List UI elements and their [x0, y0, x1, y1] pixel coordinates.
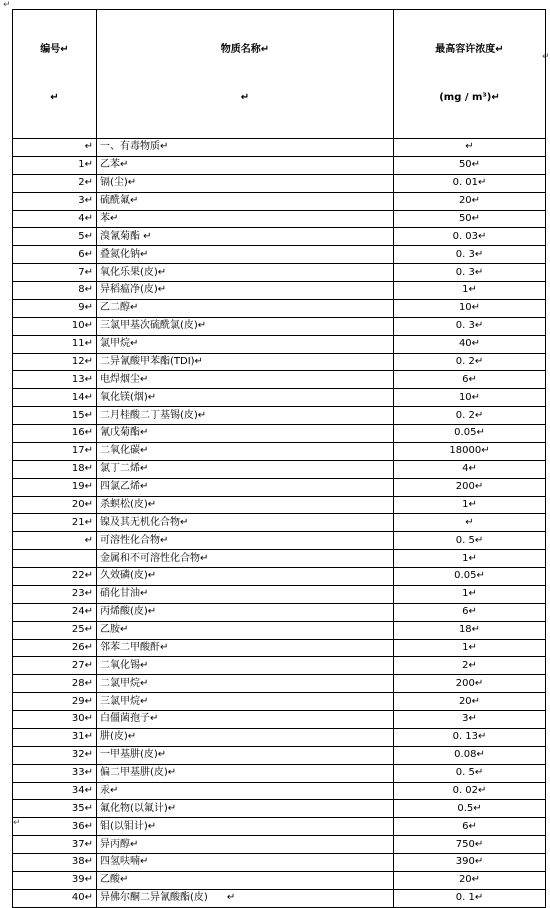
header-substance-name: [97, 10, 394, 139]
max-concentration: 20↵: [394, 693, 546, 711]
max-concentration: 0. 3↵: [394, 246, 546, 264]
row-number: 13↵: [13, 371, 97, 389]
max-concentration: 0.5↵: [394, 800, 546, 818]
table-row: [13, 532, 546, 550]
max-concentration: 10↵: [394, 389, 546, 407]
max-concentration: 18↵: [394, 621, 546, 639]
max-concentration: 6↵: [394, 818, 546, 836]
max-concentration: 0. 3↵: [394, 264, 546, 282]
substance-name: 乙酸↵: [97, 871, 394, 889]
substance-name: 叠氮化钠↵: [97, 246, 394, 264]
substance-name: 四氯乙烯↵: [97, 478, 394, 496]
paragraph-mark-bottom: ↵: [13, 818, 21, 828]
row-number: 35↵: [13, 800, 97, 818]
substance-name: 硝化甘油↵: [97, 585, 394, 603]
substance-name: 二氧化锡↵: [97, 657, 394, 675]
table-row: [13, 711, 546, 729]
substance-name: 三氯甲烷↵: [97, 693, 394, 711]
table-row: [13, 514, 546, 532]
table-row: [13, 139, 546, 157]
row-number: ↵: [13, 139, 97, 157]
header-max-concentration: [394, 10, 546, 139]
substance-name: 氯甲烷↵: [97, 335, 394, 353]
header-number: [13, 10, 97, 139]
table-row: [13, 836, 546, 854]
table-row: [13, 585, 546, 603]
substance-name: 邻苯二甲酸酐↵: [97, 639, 394, 657]
row-number: [13, 550, 97, 568]
table-row: [13, 693, 546, 711]
row-number: 38↵: [13, 854, 97, 872]
substance-name: 白僵菌孢子↵: [97, 711, 394, 729]
table-row: [13, 246, 546, 264]
table-row: [13, 353, 546, 371]
substance-name: 镉(尘)↵: [97, 174, 394, 192]
max-concentration: 200↵: [394, 478, 546, 496]
row-number: 32↵: [13, 746, 97, 764]
paragraph-mark-right: ↵: [542, 52, 550, 62]
row-number: 22↵: [13, 568, 97, 586]
header-name-label: 物质名称↵: [220, 44, 270, 55]
table-row: [13, 889, 546, 907]
substance-name: 久效磷(皮)↵: [97, 568, 394, 586]
substance-name: 硫酰氟↵: [97, 192, 394, 210]
max-concentration: 0. 2↵: [394, 407, 546, 425]
substance-name: 乙二醇↵: [97, 299, 394, 317]
row-number: 6↵: [13, 246, 97, 264]
max-concentration: 6↵: [394, 371, 546, 389]
table-body: [13, 139, 546, 908]
substance-name: 氟化物(以氟计)↵: [97, 800, 394, 818]
max-concentration: 0. 01↵: [394, 174, 546, 192]
max-concentration: 3↵: [394, 711, 546, 729]
substance-name: 丙烯酸(皮)↵: [97, 603, 394, 621]
max-concentration: 0. 1↵: [394, 889, 546, 907]
max-concentration: 6↵: [394, 603, 546, 621]
table-row: [13, 764, 546, 782]
max-concentration: 4↵: [394, 460, 546, 478]
row-number: 17↵: [13, 442, 97, 460]
max-concentration: 50↵: [394, 156, 546, 174]
row-number: 21↵: [13, 514, 97, 532]
row-number: 9↵: [13, 299, 97, 317]
substance-name: 汞↵: [97, 782, 394, 800]
max-concentration: 50↵: [394, 210, 546, 228]
table-row: [13, 603, 546, 621]
max-concentration: 0. 5↵: [394, 764, 546, 782]
row-number: 27↵: [13, 657, 97, 675]
header-number-line2: ↵: [50, 92, 59, 103]
max-concentration: 1↵: [394, 550, 546, 568]
max-concentration: 20↵: [394, 192, 546, 210]
substance-name: 电焊烟尘↵: [97, 371, 394, 389]
substance-name: 氰戊菊酯↵: [97, 425, 394, 443]
max-concentration: 1↵: [394, 585, 546, 603]
substance-name: 三氯甲基次硫酰氯(皮)↵: [97, 317, 394, 335]
max-concentration: 0. 3↵: [394, 317, 546, 335]
max-concentration: 2↵: [394, 657, 546, 675]
table-row: [13, 728, 546, 746]
table-row: [13, 496, 546, 514]
row-number: 25↵: [13, 621, 97, 639]
max-concentration: 1↵: [394, 639, 546, 657]
max-concentration: 1↵: [394, 282, 546, 300]
substance-name: 氧化镁(烟)↵: [97, 389, 394, 407]
header-mac-label: 最高容许浓度↵: [435, 44, 504, 55]
table-row: [13, 568, 546, 586]
table-row: [13, 854, 546, 872]
row-number: 29↵: [13, 693, 97, 711]
max-concentration: 750↵: [394, 836, 546, 854]
max-concentration: 0. 5↵: [394, 532, 546, 550]
max-concentration: 0. 13↵: [394, 728, 546, 746]
table-row: [13, 264, 546, 282]
row-number: 34↵: [13, 782, 97, 800]
substance-name: 金属和不可溶性化合物↵: [97, 550, 394, 568]
table-row: [13, 299, 546, 317]
paragraph-mark-top: ↵: [3, 0, 11, 10]
header-mac-unit: (mg / m³)↵: [439, 92, 500, 103]
table-row: [13, 371, 546, 389]
max-concentration: 20↵: [394, 871, 546, 889]
max-concentration: 0. 03↵: [394, 228, 546, 246]
max-concentration: 0. 02↵: [394, 782, 546, 800]
max-concentration: 0. 2↵: [394, 353, 546, 371]
substance-name: 二异氰酸甲苯酯(TDI)↵: [97, 353, 394, 371]
substance-name: 一甲基肼(皮)↵: [97, 746, 394, 764]
table-row: [13, 478, 546, 496]
row-number: 40↵: [13, 889, 97, 907]
row-number: 18↵: [13, 460, 97, 478]
row-number: 30↵: [13, 711, 97, 729]
substance-name: 氯丁二烯↵: [97, 460, 394, 478]
row-number: 12↵: [13, 353, 97, 371]
row-number: 11↵: [13, 335, 97, 353]
table-header-row: [13, 10, 546, 139]
row-number: 2↵: [13, 174, 97, 192]
table-row: [13, 746, 546, 764]
row-number: ↵: [13, 532, 97, 550]
substance-name: 钼(以钼计)↵: [97, 818, 394, 836]
row-number: 24↵: [13, 603, 97, 621]
table-row: [13, 550, 546, 568]
row-number: 37↵: [13, 836, 97, 854]
max-concentration: 0.05↵: [394, 425, 546, 443]
row-number: 8↵: [13, 282, 97, 300]
substance-name: 氧化乐果(皮)↵: [97, 264, 394, 282]
substance-name: 乙胺↵: [97, 621, 394, 639]
table-row: [13, 782, 546, 800]
max-concentration: 40↵: [394, 335, 546, 353]
max-concentration: 200↵: [394, 675, 546, 693]
row-number: 5↵: [13, 228, 97, 246]
row-number: 10↵: [13, 317, 97, 335]
table-row: [13, 156, 546, 174]
max-concentration: 0.08↵: [394, 746, 546, 764]
substance-name: 乙苯↵: [97, 156, 394, 174]
substance-name: 苯↵: [97, 210, 394, 228]
row-number: 16↵: [13, 425, 97, 443]
max-concentration: 1↵: [394, 496, 546, 514]
table-row: [13, 621, 546, 639]
table-row: [13, 317, 546, 335]
substance-limit-table: [12, 9, 546, 908]
max-concentration: ↵: [394, 514, 546, 532]
table-row: [13, 210, 546, 228]
row-number: 14↵: [13, 389, 97, 407]
table-row: [13, 407, 546, 425]
substance-name: 镍及其无机化合物↵: [97, 514, 394, 532]
table-row: [13, 335, 546, 353]
substance-name: 偏二甲基肼(皮)↵: [97, 764, 394, 782]
substance-name: 二氧化碳↵: [97, 442, 394, 460]
row-number: 23↵: [13, 585, 97, 603]
table-row: [13, 675, 546, 693]
header-number-label: 编号↵: [40, 44, 69, 55]
max-concentration: 10↵: [394, 299, 546, 317]
table-row: [13, 228, 546, 246]
row-number: 20↵: [13, 496, 97, 514]
max-concentration: ↵: [394, 139, 546, 157]
table-row: [13, 657, 546, 675]
table-row: [13, 871, 546, 889]
substance-name: 异稻瘟净(皮)↵: [97, 282, 394, 300]
max-concentration: 390↵: [394, 854, 546, 872]
row-number: 28↵: [13, 675, 97, 693]
substance-name: 二氯甲烷↵: [97, 675, 394, 693]
table-row: [13, 639, 546, 657]
row-number: 39↵: [13, 871, 97, 889]
substance-name: 四氢呋喃↵: [97, 854, 394, 872]
max-concentration: 18000↵: [394, 442, 546, 460]
table-row: [13, 442, 546, 460]
table-row: [13, 818, 546, 836]
table-row: [13, 460, 546, 478]
substance-name: 异佛尔酮二异氰酸酯(皮) ↵: [97, 889, 394, 907]
substance-name: 杀螟松(皮)↵: [97, 496, 394, 514]
table-row: [13, 282, 546, 300]
row-number: 7↵: [13, 264, 97, 282]
row-number: 31↵: [13, 728, 97, 746]
row-number: 3↵: [13, 192, 97, 210]
table-row: [13, 800, 546, 818]
substance-name: 一、有毒物质↵: [97, 139, 394, 157]
row-number: 19↵: [13, 478, 97, 496]
row-number: 26↵: [13, 639, 97, 657]
row-number: 1↵: [13, 156, 97, 174]
row-number: 33↵: [13, 764, 97, 782]
substance-name: 可溶性化合物↵: [97, 532, 394, 550]
table-row: [13, 174, 546, 192]
substance-name: 溴氰菊酯 ↵: [97, 228, 394, 246]
substance-name: 肼(皮)↵: [97, 728, 394, 746]
header-name-line2: ↵: [240, 92, 250, 103]
max-concentration: 0.05↵: [394, 568, 546, 586]
substance-name: 异丙醇↵: [97, 836, 394, 854]
substance-name: 二月桂酸二丁基锡(皮)↵: [97, 407, 394, 425]
row-number: 4↵: [13, 210, 97, 228]
table-row: [13, 425, 546, 443]
row-number: 36↵: [13, 818, 97, 836]
table-row: [13, 389, 546, 407]
table-row: [13, 192, 546, 210]
row-number: 15↵: [13, 407, 97, 425]
